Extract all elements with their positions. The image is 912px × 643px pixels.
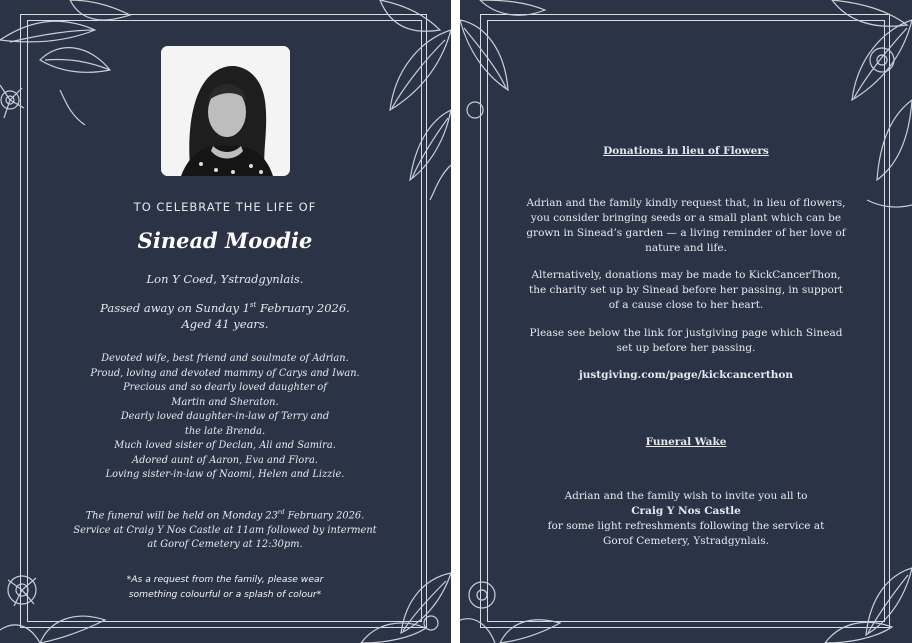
- donations-alternative-paragraph: [500, 268, 872, 313]
- paragraph-line: the charity set up by Sinead before her passing, in support: [528, 284, 844, 296]
- address: Lon Y Coed, Ystradgynlais.: [146, 272, 304, 286]
- paragraph-line: Adrian and the family wish to invite you all to: [564, 490, 808, 502]
- wake-venue: Craig Y Nos Castle: [631, 505, 741, 517]
- floral-corner-icon: [460, 0, 570, 130]
- passed-away-block: [40, 297, 410, 332]
- paragraph-line: grown in Sinead’s garden — a living reminder of her love of: [526, 227, 846, 239]
- family-line: Loving sister-in-law of Naomi, Helen and Lizzie.: [105, 469, 345, 480]
- family-line: Proud, loving and devoted mammy of Carys and Iwan.: [90, 367, 360, 379]
- family-line: Martin and Sheraton.: [171, 396, 279, 408]
- request-line: something colourful or a splash of colour*: [128, 588, 322, 600]
- ordinal-suffix: rd: [277, 509, 285, 516]
- family-line: Precious and so dearly loved daughter of: [123, 382, 327, 393]
- floral-corner-icon: [0, 0, 150, 130]
- funeral-wake-heading: Funeral Wake: [645, 436, 727, 448]
- paragraph-line: nature and life.: [645, 242, 727, 254]
- floral-corner-icon: [350, 0, 451, 210]
- funeral-date-text: The funeral will be held on Monday 23: [85, 510, 278, 522]
- donations-heading: Donations in lieu of Flowers: [603, 145, 769, 157]
- floral-corner-icon: [460, 560, 570, 643]
- funeral-details: [40, 506, 410, 553]
- family-line: the late Brenda.: [184, 425, 266, 437]
- portrait-photo: [161, 46, 290, 176]
- family-line: Devoted wife, best friend and soulmate of Adrian.: [101, 353, 349, 364]
- family-tribute: [40, 352, 410, 483]
- funeral-date-month: February 2026.: [284, 510, 365, 522]
- ordinal-suffix: st: [249, 301, 257, 309]
- justgiving-paragraph: [500, 326, 872, 356]
- deceased-name: Sinead Moodie: [137, 228, 313, 253]
- paragraph-line: of a cause close to her heart.: [608, 299, 764, 311]
- paragraph-line: Alternatively, donations may be made to KickCancerThon,: [531, 269, 841, 281]
- floral-corner-icon: [800, 553, 912, 643]
- age-text: Aged 41 years.: [181, 316, 269, 331]
- family-line: Dearly loved daughter-in-law of Terry and: [120, 411, 330, 422]
- paragraph-line: Please see below the link for justgiving page which Sinead: [529, 327, 843, 339]
- passed-away-text: Passed away on Sunday 1: [100, 300, 250, 315]
- donations-paragraph: [500, 196, 872, 256]
- celebration-kicker: TO CELEBRATE THE LIFE OF: [133, 200, 317, 214]
- paragraph-line: Adrian and the family kindly request that, in lieu of flowers,: [526, 197, 846, 209]
- funeral-service-text: Service at Craig Y Nos Castle at 11am followed by interment: [73, 524, 377, 536]
- justgiving-link[interactable]: justgiving.com/page/kickcancerthon: [578, 369, 794, 381]
- paragraph-line: for some light refreshments following the service at: [547, 520, 825, 532]
- family-line: Adored aunt of Aaron, Eva and Flora.: [132, 454, 318, 466]
- paragraph-line: set up before her passing.: [616, 342, 756, 354]
- family-request: [40, 573, 410, 602]
- floral-corner-icon: [812, 0, 912, 220]
- memorial-card-back: [460, 0, 912, 643]
- memorial-card-front: [0, 0, 451, 643]
- passed-away-date: February 2026.: [256, 300, 350, 315]
- paragraph-line: you consider bringing seeds or a small plant which can be: [530, 212, 842, 224]
- family-line: Much loved sister of Declan, Ali and Samira.: [114, 440, 336, 451]
- funeral-wake-paragraph: [500, 489, 872, 549]
- funeral-interment-text: at Gorof Cemetery at 12:30pm.: [147, 539, 303, 551]
- paragraph-line: Gorof Cemetery, Ystradgynlais.: [602, 535, 770, 547]
- request-line: *As a request from the family, please wear: [126, 574, 324, 585]
